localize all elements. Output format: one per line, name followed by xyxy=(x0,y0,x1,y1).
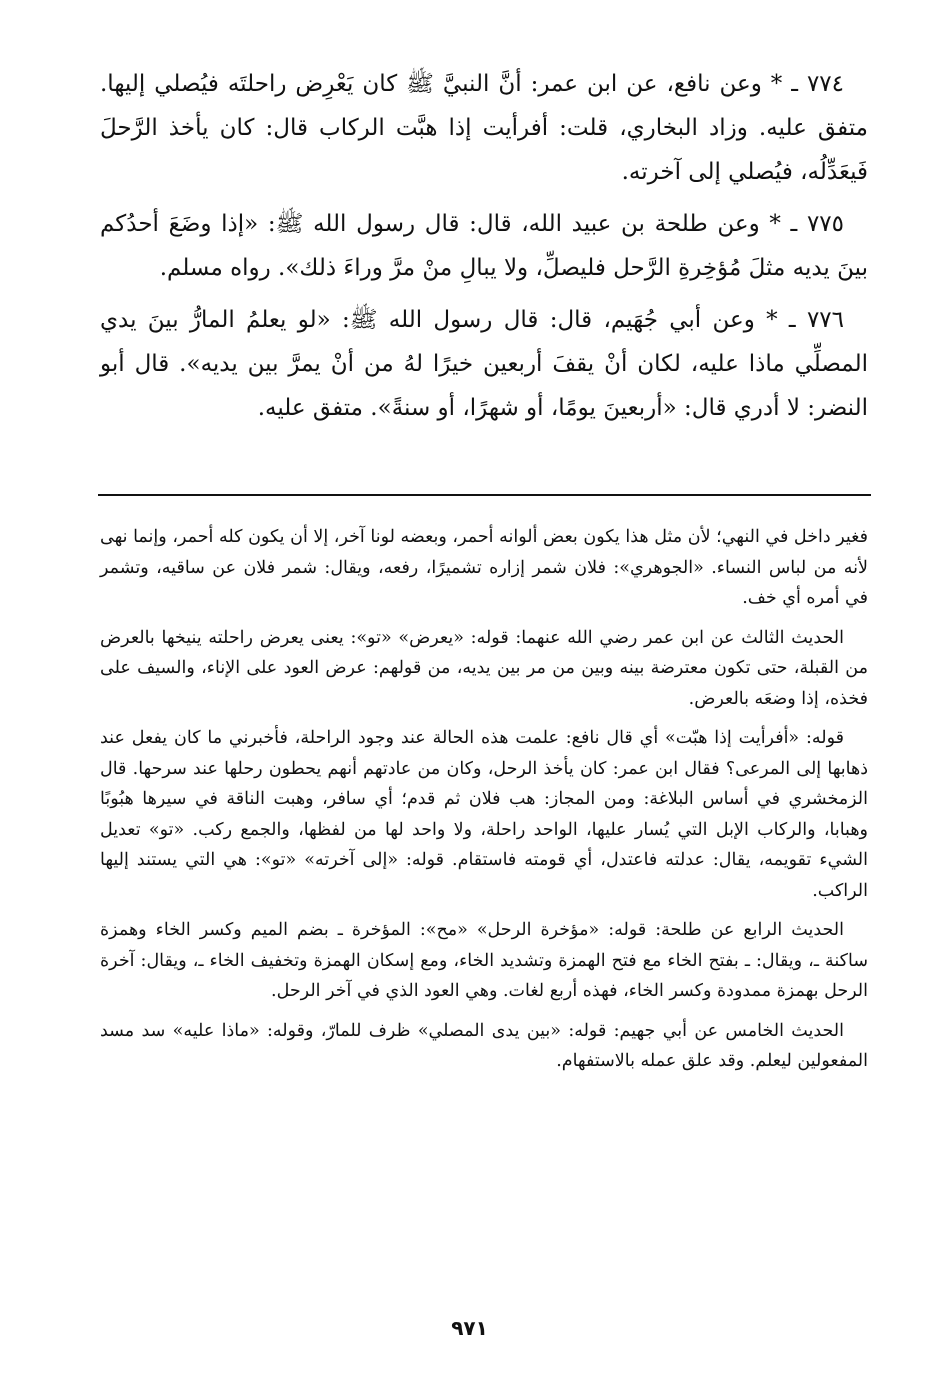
commentary-paragraph-continuation: فغير داخل في النهي؛ لأن مثل هذا يكون بعض ألوانه أحمر، وبعضه لونا آخر، إلا أن يكون كله أحمر، وإنما نهى لأنه من لباس النساء. «الجوهري»: فلان شمر إزاره تشميرًا، رفعه، ويقال: شمر فلان عن ساقيه، وتشمر في أمره أي خف. xyxy=(100,527,868,608)
commentary-paragraph-hadith-4: الحديث الرابع عن طلحة: قوله: «مؤخرة الرحل» «مح»: المؤخرة ـ بضم الميم وكسر الخاء وهمزة ساكنة ـ، ويقال: ـ بفتح الخاء مع فتح الهمزة وتشديد الخاء، ومع إسكان الهمزة وتخفيف الخاء ـ، ويقال: آخرة الرحل بهمزة ممدودة وكسر الخاء، فهذه أربع لغات. وهي العود الذي في آخر الرحل. xyxy=(100,920,868,1001)
footnote-divider xyxy=(98,494,871,496)
hadith-776: ٧٧٦ ـ * وعن أبي جُهَيم، قال: قال رسول الله ﷺ: «لو يعلمُ المارُّ بينَ يدي المصلِّي ماذا عليه، لكان أنْ يقفَ أربعين خيرًا لهُ من أنْ يمرَّ بين يديه». قال أبو النضر: لا أدري قال: «أربعينَ يومًا، أو شهرًا، أو سنةً». متفق عليه. xyxy=(100,307,868,421)
page-number: ٩٧١ xyxy=(451,1316,488,1340)
commentary-paragraph-hadith-5: الحديث الخامس عن أبي جهيم: قوله: «بين يدى المصلي» ظرف للمارّ، وقوله: «ماذا عليه» سد مسد المفعولين ليعلم. وقد علق عمله بالاستفهام. xyxy=(100,1020,868,1071)
hadith-774: ٧٧٤ ـ * وعن نافع، عن ابن عمر: أنَّ النبيَّ ﷺ كان يَعْرِض راحلتَه فيُصلي إليها. متفق عليه. وزاد البخاري، قلت: أفرأيت إذا هبَّت الركاب قال: كان يأخذ الرَّحلَ فَيعَدِّلُه، فيُصلي إلى آخرته. xyxy=(100,71,868,185)
hadith-775: ٧٧٥ ـ * وعن طلحة بن عبيد الله، قال: قال رسول الله ﷺ: «إذا وضَعَ أحدُكم بينَ يديه مثلَ مُؤخِرةِ الرَّحل فليصلِّ، ولا يبالِ منْ مرَّ وراءَ ذلك». رواه مسلم. xyxy=(100,211,868,281)
commentary-section xyxy=(100,522,868,1086)
hadith-text-section xyxy=(100,62,868,438)
commentary-paragraph-hadith-3: الحديث الثالث عن ابن عمر رضي الله عنهما: قوله: «يعرض» «تو»: يعنى يعرض راحلته ينيخها بالعرض من القبلة، حتى تكون معترضة بينه وبين من مر بين يديه، من قولهم: عرض العود على الإناء، والسيف على فخذه، إذا وضعَه بالعرض. xyxy=(100,627,868,709)
commentary-paragraph-hadith-3-note: قوله: «أفرأيت إذا هبّت» أي قال نافع: علمت هذه الحالة عند وجود الراحلة، فأخبرني ما كان يفعل عند ذهابها إلى المرعى؟ فقال ابن عمر: كان يأخذ الرحل، وكان من عادتهم أنهم يحطون رحلها عند سرحها. قال الزمخشري في أساس البلاغة: ومن المجاز: هب فلان ثم قدم؛ أي سافر، وهبت الناقة في سيرها هبُوبًا وهبابا، والركاب الإبل التي يُسار عليها، الواحد راحلة، ولا واحد لها من لفظها، والجمع ركب. «تو» تعديل الشيء تقويمه، يقال: عدلته فاعتدل، أي قومته فاستقام. قوله: «إلى آخرته» «تو»: هي التي يستند إليها الراكب. xyxy=(100,728,868,901)
